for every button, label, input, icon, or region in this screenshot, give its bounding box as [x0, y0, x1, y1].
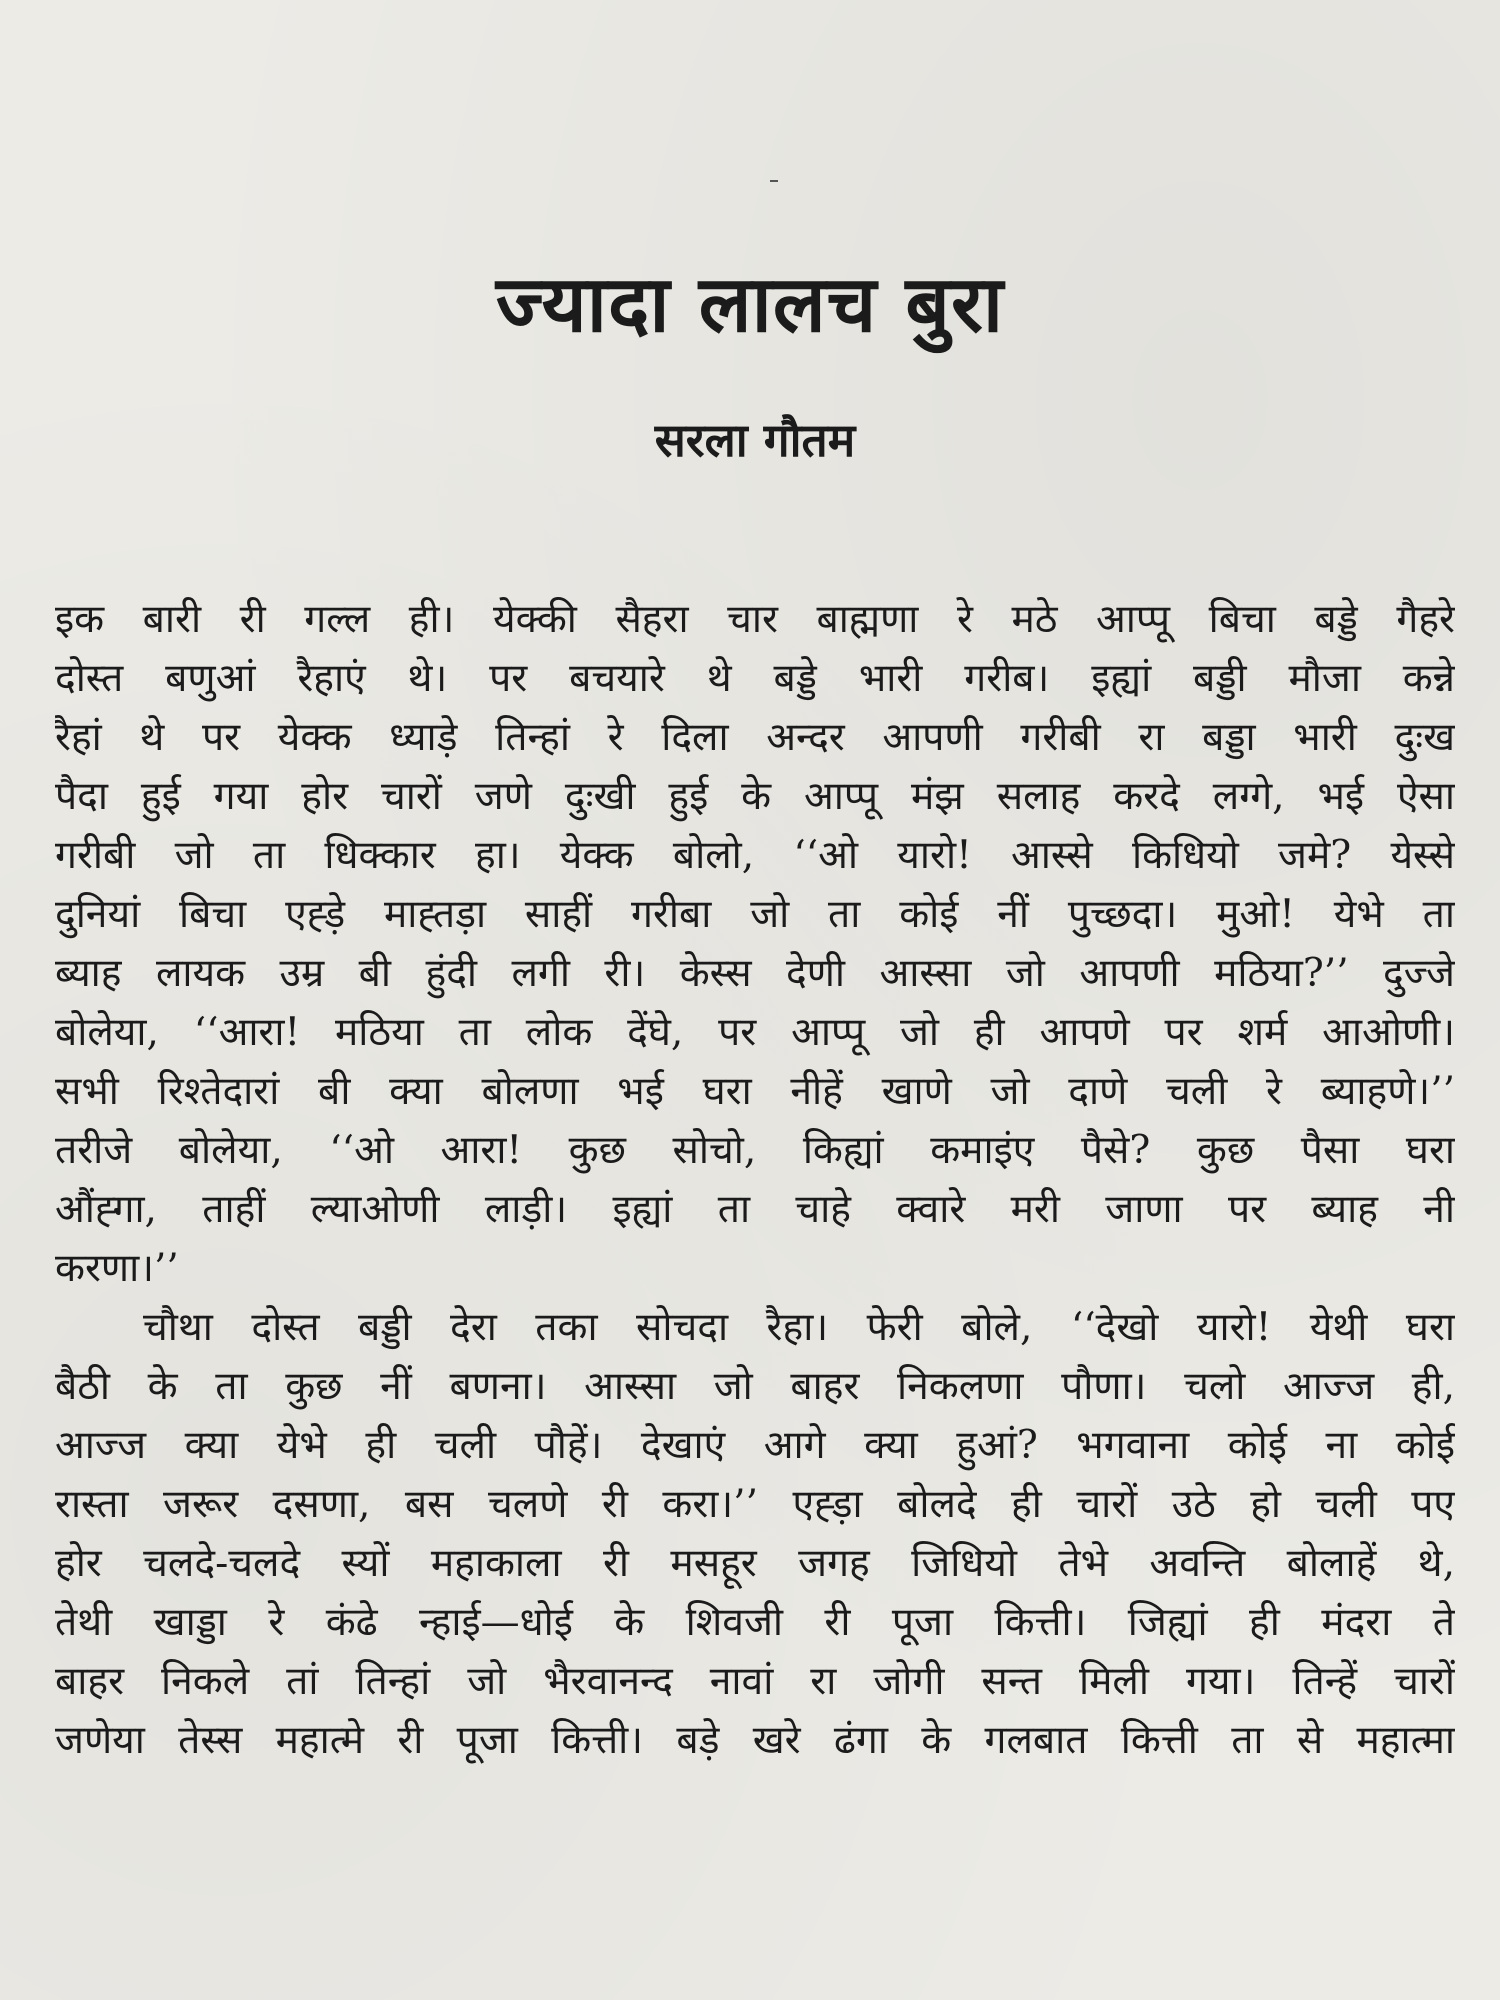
text-line: तरीजे बोलेया, ‘‘ओ आरा! कुछ सोचो, किह्यां कमाइंए पैसे? कुछ पैसा घरा — [55, 1128, 1455, 1173]
story-author: सरला गौतम — [654, 413, 856, 467]
text-line: औंह्गा, ताहीं ल्याओणी लाड़ी। इह्यां ता चाहे क्वारे मरी जाणा पर ब्याह नी — [55, 1187, 1455, 1232]
text-line: आज्ज क्या येभे ही चली पौहें। देखाएं आगे क्या हुआं? भगवाना कोई ना कोई — [55, 1423, 1455, 1468]
story-title: ज्यादा लालच बुरा — [495, 260, 1005, 350]
text-line: दोस्त बणुआं रैहाएं थे। पर बचयारे थे बड्डे भारी गरीब। इह्यां बड्डी मौजा कन्ने — [55, 656, 1455, 701]
text-line: पैदा हुई गया होर चारों जणे दुःखी हुई के आप्पू मंझ सलाह करदे लग्गे, भई ऐसा — [55, 774, 1455, 819]
text-line: इक बारी री गल्ल ही। येक्की सैहरा चार बाह्मणा रे मठे आप्पू बिचा बड्डे गैहरे — [55, 597, 1455, 642]
text-line: गरीबी जो ता धिक्कार हा। येक्क बोलो, ‘‘ओ यारो! आस्से किधियो जमे? येस्से — [55, 833, 1455, 878]
text-line: सभी रिश्तेदारां बी क्या बोलणा भई घरा नीहें खाणे जो दाणे चली रे ब्याहणे।’’ — [55, 1069, 1455, 1114]
text-line: बोलेया, ‘‘आरा! मठिया ता लोक देंघे, पर आप्पू जो ही आपणे पर शर्म आओणी। — [55, 1010, 1455, 1055]
story-body — [55, 590, 1455, 1770]
ink-mark — [770, 180, 778, 182]
text-line: रैहां थे पर येक्क ध्याड़े तिन्हां रे दिला अन्दर आपणी गरीबी रा बड्डा भारी दुःख — [55, 715, 1455, 760]
text-line: दुनियां बिचा एह्ड़े माह्तड़ा साहीं गरीबा जो ता कोई नीं पुच्छदा। मुओ! येभे ता — [55, 892, 1455, 937]
text-line: तेथी खाड्डा रे कंढे न्हाई—धोई के शिवजी री पूजा कित्ती। जिह्यां ही मंदरा ते — [55, 1600, 1455, 1645]
text-line: होर चलदे-चलदे स्यों महाकाला री मसहूर जगह जिधियो तेभे अवन्ति बोलाहें थे, — [55, 1541, 1455, 1586]
text-line: जणेया तेस्स महात्मे री पूजा कित्ती। बड़े खरे ढंगा के गलबात कित्ती ता से महात्मा — [55, 1718, 1455, 1763]
text-line: रास्ता जरूर दसणा, बस चलणे री करा।’’ एह्ड़ा बोलदे ही चारों उठे हो चली पए — [55, 1482, 1455, 1527]
text-line: ब्याह लायक उम्र बी हुंदी लगी री। केस्स देणी आस्सा जो आपणी मठिया?’’ दुज्जे — [55, 951, 1455, 996]
text-line: बाहर निकले तां तिन्हां जो भैरवानन्द नावां रा जोगी सन्त मिली गया। तिन्हें चारों — [55, 1659, 1455, 1704]
text-line: करणा।’’ — [55, 1246, 179, 1291]
text-line: चौथा दोस्त बड्डी देरा तका सोचदा रैहा। फेरी बोले, ‘‘देखो यारो! येथी घरा — [143, 1305, 1455, 1350]
text-line: बैठी के ता कुछ नीं बणना। आस्सा जो बाहर निकलणा पौणा। चलो आज्ज ही, — [55, 1364, 1455, 1409]
